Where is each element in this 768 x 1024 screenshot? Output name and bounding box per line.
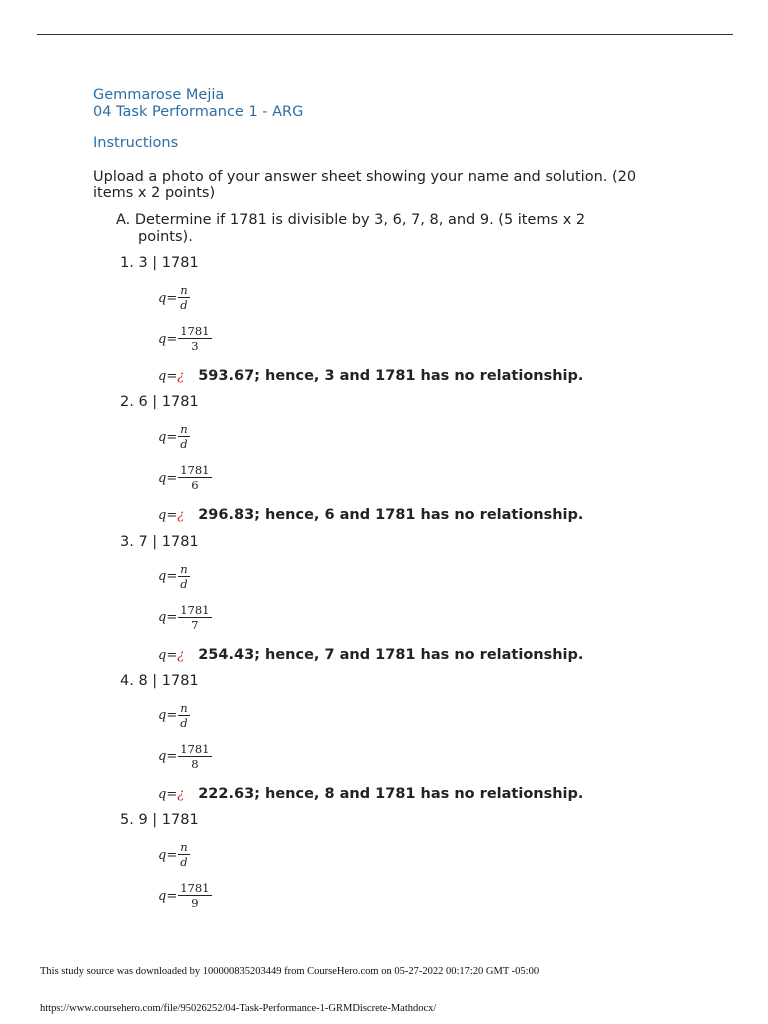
fraction-numerator: 1781 <box>180 881 210 896</box>
fraction-denominator: 6 <box>191 478 199 493</box>
var-d: d <box>180 855 188 870</box>
var-d: d <box>180 298 188 312</box>
inverted-question-glyph: ¿ <box>177 786 185 802</box>
item-label: 2. 6 | 1781 <box>120 394 199 411</box>
result-text: 222.63; hence, 8 and 1781 has no relationship. <box>198 785 584 802</box>
equals-sign: = <box>166 331 178 347</box>
equals-sign: = <box>166 888 178 904</box>
fraction-denominator <box>178 437 189 451</box>
fraction-numerator: 1781 <box>180 463 210 478</box>
var-q: q <box>158 888 167 904</box>
var-n: n <box>180 283 188 297</box>
equals-sign: = <box>166 429 178 445</box>
fraction-numerator: 1781 <box>180 602 210 617</box>
var-q: q <box>158 569 167 585</box>
fraction-numerator <box>178 702 189 716</box>
result-line <box>158 368 583 384</box>
formula-general <box>158 841 190 869</box>
inverted-question-glyph: ¿ <box>177 508 185 524</box>
var-q: q <box>158 331 167 347</box>
result-lhs <box>158 787 177 802</box>
result-line <box>158 647 583 663</box>
var-d: d <box>180 437 188 452</box>
fraction <box>178 882 211 910</box>
fraction-numerator: 1781 <box>180 741 210 756</box>
equals-sign: = <box>166 508 178 524</box>
equals-sign: = <box>166 610 178 626</box>
equals-sign: = <box>166 749 178 765</box>
result-text: 593.67; hence, 3 and 1781 has no relationship. <box>198 368 584 384</box>
equals-sign: = <box>166 569 178 585</box>
fraction <box>178 325 211 353</box>
inverted-question-glyph: ¿ <box>177 369 185 384</box>
var-n: n <box>180 561 188 576</box>
instructions-heading: Instructions <box>93 135 179 151</box>
formula-general <box>158 702 190 730</box>
var-q: q <box>158 290 167 306</box>
top-divider <box>37 34 733 35</box>
result-lhs <box>158 648 177 663</box>
var-q: q <box>158 786 167 802</box>
equals-sign: = <box>166 708 178 724</box>
fraction-denominator <box>178 298 189 312</box>
fraction-denominator <box>178 716 189 730</box>
source-footer: This study source was downloaded by 100000835203449 from CourseHero.com on 05-27-2022 00:17:20 GMT -05:00 <box>40 966 540 977</box>
fraction-denominator: 7 <box>191 617 199 632</box>
fraction <box>178 423 189 451</box>
equals-sign: = <box>166 786 178 802</box>
fraction <box>178 702 189 730</box>
var-d: d <box>180 715 188 730</box>
inverted-question-glyph: ¿ <box>177 647 185 663</box>
item-label: 1. 3 | 1781 <box>120 255 199 271</box>
result-line <box>158 786 583 802</box>
fraction-numerator <box>178 284 189 298</box>
var-q: q <box>158 708 167 724</box>
var-q: q <box>158 749 167 765</box>
fraction-denominator: 8 <box>191 756 199 771</box>
var-q: q <box>158 610 167 626</box>
part-a-line-2: points). <box>138 229 193 245</box>
fraction <box>178 604 211 632</box>
fraction <box>178 841 189 869</box>
equals-sign: = <box>166 369 178 384</box>
fraction-denominator: 9 <box>191 896 199 911</box>
var-n: n <box>180 422 188 437</box>
fraction <box>178 563 189 591</box>
var-n: n <box>180 700 188 715</box>
formula-substituted <box>158 464 212 492</box>
url-footer: https://www.coursehero.com/file/95026252/04-Task-Performance-1-GRMDiscrete-Mathdocx/ <box>40 1003 437 1014</box>
var-q: q <box>158 847 167 863</box>
formula-general <box>158 284 190 312</box>
fraction-denominator <box>178 577 189 591</box>
fraction-numerator: 1781 <box>180 324 210 338</box>
result-text: 296.83; hence, 6 and 1781 has no relationship. <box>198 507 584 524</box>
fraction <box>178 464 211 492</box>
result-text: 254.43; hence, 7 and 1781 has no relationship. <box>198 646 584 663</box>
formula-general <box>158 563 190 591</box>
instructions-line-1: Upload a photo of your answer sheet showing your name and solution. (20 <box>93 169 637 185</box>
fraction-denominator <box>178 855 189 869</box>
equals-sign: = <box>166 647 178 663</box>
author-name: Gemmarose Mejia <box>93 87 225 103</box>
formula-substituted <box>158 882 212 910</box>
part-a-question <box>116 212 676 246</box>
part-a-line-1: A. Determine if 1781 is divisible by 3, 6, 7, 8, and 9. (5 items x 2 <box>116 212 586 228</box>
item-label: 5. 9 | 1781 <box>120 812 199 829</box>
fraction-numerator <box>178 423 189 437</box>
var-q: q <box>158 508 167 524</box>
fraction-numerator <box>178 841 189 855</box>
formula-substituted <box>158 325 212 353</box>
task-title: 04 Task Performance 1 - ARG <box>93 104 304 120</box>
instructions-line-2: items x 2 points) <box>93 185 216 201</box>
instructions-text <box>93 169 733 201</box>
fraction-numerator <box>178 563 189 577</box>
formula-substituted <box>158 743 212 771</box>
item-label: 3. 7 | 1781 <box>120 533 199 550</box>
fraction <box>178 743 211 771</box>
fraction-denominator: 3 <box>191 339 199 353</box>
var-q: q <box>158 470 167 486</box>
item-label: 4. 8 | 1781 <box>120 672 199 689</box>
var-n: n <box>180 840 188 855</box>
result-lhs <box>158 369 177 384</box>
var-q: q <box>158 369 167 384</box>
result-lhs <box>158 508 177 523</box>
equals-sign: = <box>166 847 178 863</box>
formula-general <box>158 423 190 451</box>
formula-substituted <box>158 604 212 632</box>
var-d: d <box>180 576 188 591</box>
equals-sign: = <box>166 290 178 306</box>
var-q: q <box>158 429 167 445</box>
fraction <box>178 284 189 312</box>
equals-sign: = <box>166 470 178 486</box>
var-q: q <box>158 647 167 663</box>
result-line <box>158 507 583 523</box>
